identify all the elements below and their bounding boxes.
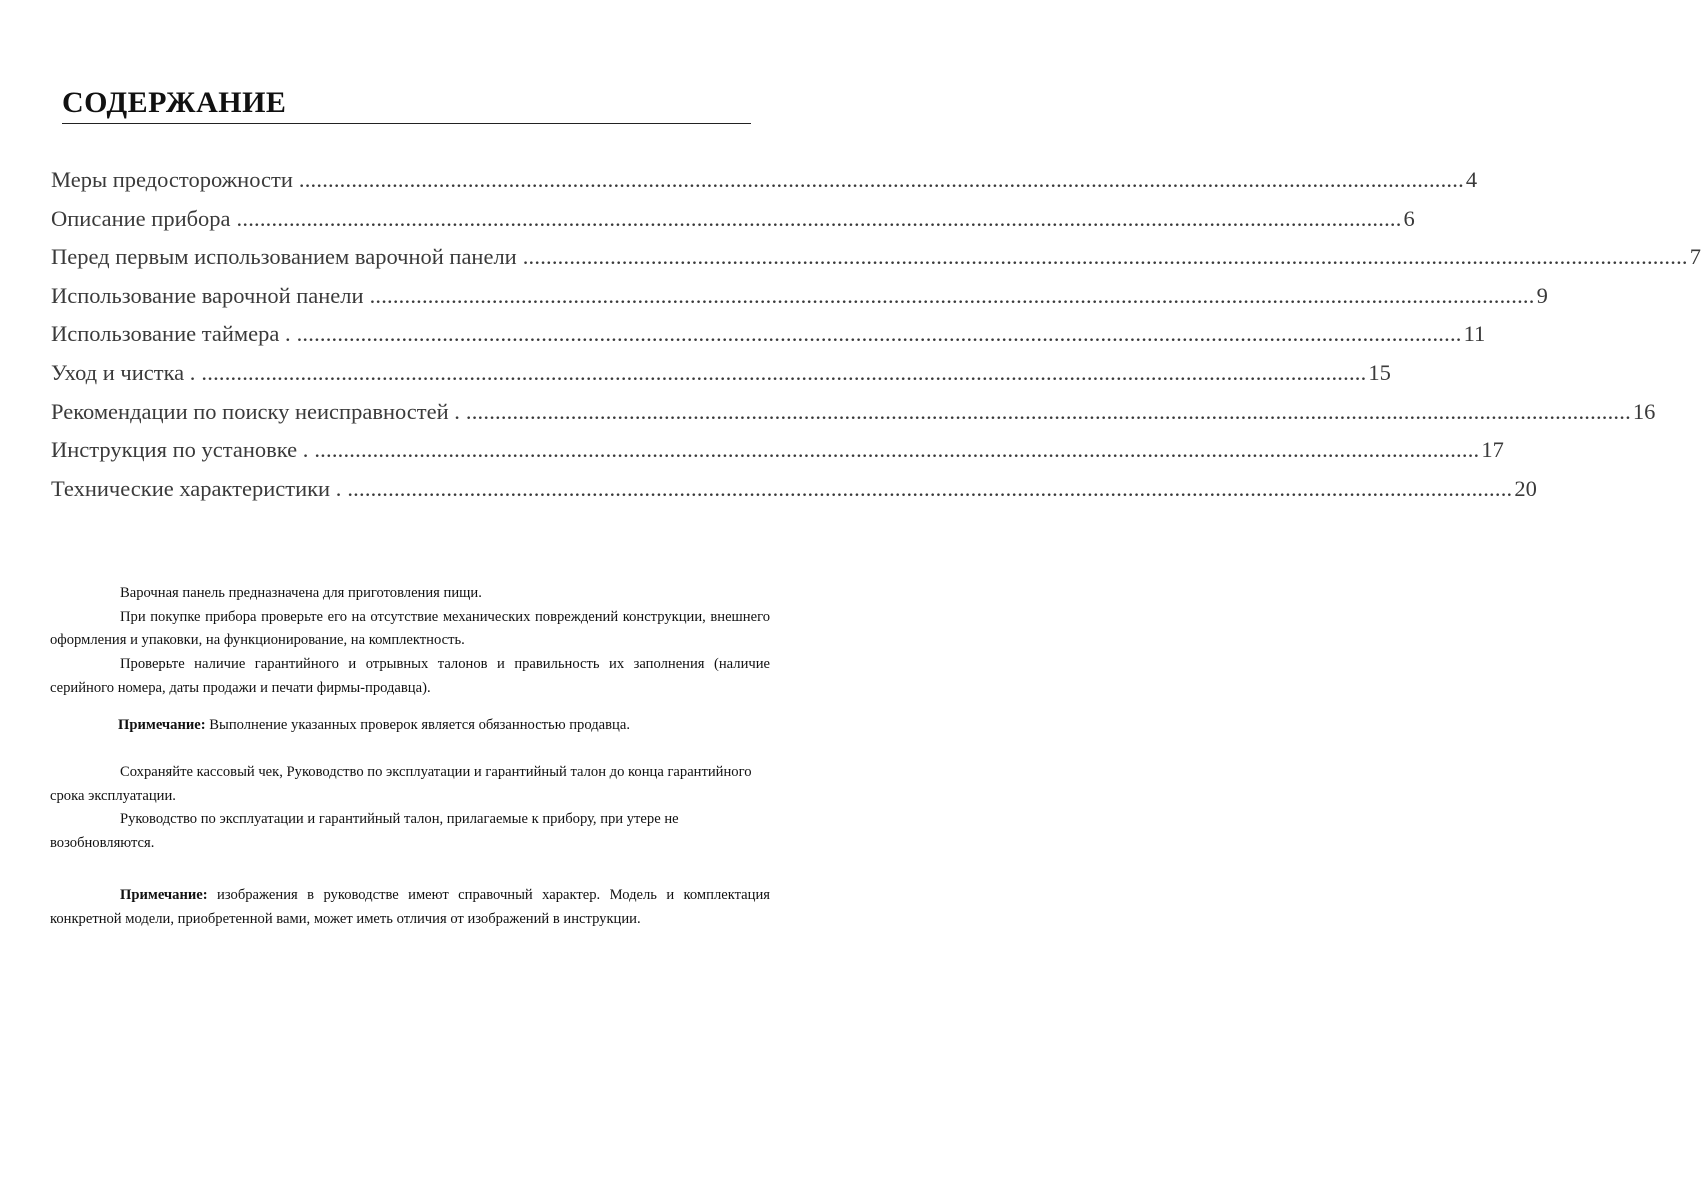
toc-entry-title: Рекомендации по поиску неисправностей . (51, 398, 460, 424)
toc-entry[interactable] (51, 321, 1486, 360)
spacer (50, 856, 770, 880)
toc-entry-page: 11 (1463, 321, 1486, 347)
toc-entry-page: 9 (1536, 282, 1548, 308)
toc-entry-page: 4 (1465, 167, 1478, 192)
table-of-contents (51, 167, 1701, 514)
toc-leader-dots: ........................................................................................................................................................................................................ (314, 437, 1480, 463)
toc-entry-title: Уход и чистка . (51, 359, 196, 385)
spacer (50, 737, 770, 761)
note-text: изображения в руководстве имеют справочный характер. Модель и комплектация конкретной модели, приобретенной вами, может иметь отличия от изображений в инструкции. (50, 887, 770, 928)
toc-entry-page: 16 (1632, 398, 1656, 424)
page-title: СОДЕРЖАНИЕ (62, 86, 287, 119)
note-label: Примечание: (118, 716, 206, 733)
toc-entry-page: 17 (1481, 437, 1504, 463)
toc-leader-dots: ........................................................................................................................................................................................................ (347, 475, 1513, 501)
toc-entry[interactable] (51, 359, 1391, 399)
toc-entry[interactable] (51, 398, 1656, 438)
paragraph-warranty-check: Проверьте наличие гарантийного и отрывных талонов и правильность их заполнения (наличие серийного номера, даты продажи и печати фирмы-продавца). (50, 656, 770, 696)
toc-leader-dots: ........................................................................................................................................................................................................ (465, 398, 1631, 424)
toc-leader-dots: ........................................................................................................................................................................................................ (296, 321, 1462, 347)
toc-entry[interactable] (51, 244, 1701, 283)
toc-entry[interactable] (51, 437, 1504, 476)
toc-entry[interactable] (51, 282, 1548, 322)
toc-leader-dots: ........................................................................................................................................................................................................ (236, 205, 1402, 231)
heading-underline (62, 123, 751, 124)
toc-entry[interactable] (51, 167, 1478, 206)
toc-leader-dots: ........................................................................................................................................................................................................ (298, 167, 1464, 192)
toc-entry-title: Меры предосторожности (51, 167, 293, 192)
intro-text-block (50, 582, 770, 932)
paragraph-no-replacement: Руководство по эксплуатации и гарантийный талон, прилагаемые к прибору, при утере не возобновляются. (50, 811, 679, 852)
toc-leader-dots: ........................................................................................................................................................................................................ (201, 359, 1367, 385)
note-label: Примечание: (120, 887, 208, 904)
toc-entry[interactable] (51, 475, 1537, 515)
note-text: Выполнение указанных проверок является обязанностью продавца. (205, 716, 630, 733)
toc-entry-page: 15 (1368, 359, 1391, 385)
toc-entry-title: Описание прибора (51, 205, 231, 231)
toc-entry-title: Использование таймера . (51, 321, 291, 347)
note-seller-duty (50, 714, 770, 738)
toc-entry-page: 20 (1514, 475, 1537, 501)
toc-leader-dots: ........................................................................................................................................................................................................ (369, 282, 1535, 308)
toc-entry-title: Технические характеристики . (51, 475, 342, 501)
paragraph-purchase-check: При покупке прибора проверьте его на отсутствие механических повреждений конструкции, внешнего оформления и упаковки, на функционирование, на комплектность. (50, 608, 770, 649)
toc-entry-page: 7 (1689, 244, 1701, 270)
toc-entry-title: Инструкция по установке . (51, 437, 309, 463)
toc-entry-page: 6 (1403, 205, 1415, 231)
note-images-disclaimer (50, 884, 770, 931)
toc-entry[interactable] (51, 205, 1415, 245)
toc-entry-title: Перед первым использованием варочной панели (51, 244, 517, 270)
toc-leader-dots: ........................................................................................................................................................................................................ (522, 244, 1688, 270)
toc-entry-title: Использование варочной панели (51, 282, 364, 308)
paragraph-purpose: Варочная панель предназначена для приготовления пищи. (120, 585, 482, 601)
paragraph-keep-receipt: Сохраняйте кассовый чек, Руководство по эксплуатации и гарантийный талон до конца гарантийного срока эксплуатации. (50, 763, 752, 804)
